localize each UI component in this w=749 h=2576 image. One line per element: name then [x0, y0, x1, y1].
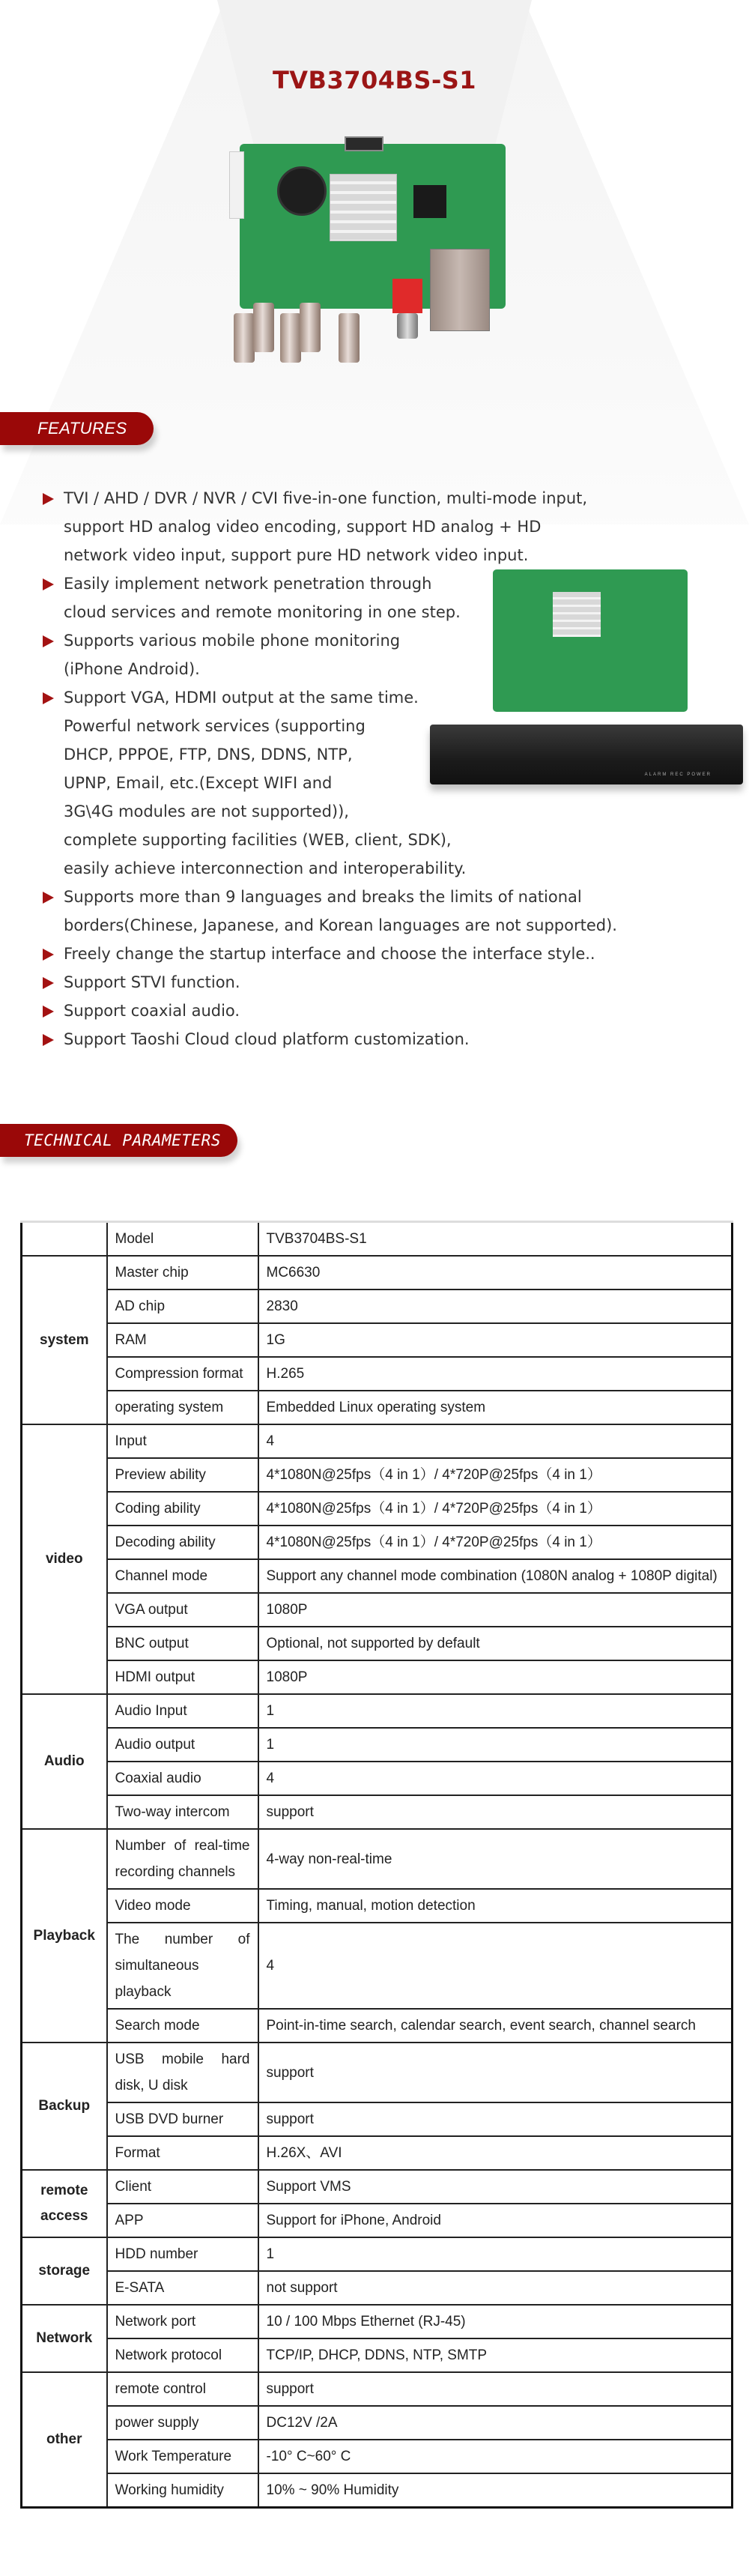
param-cell: Coding ability	[107, 1492, 258, 1526]
triangle-bullet-icon	[43, 692, 54, 704]
connector-block	[229, 151, 244, 219]
param-cell: HDMI output	[107, 1660, 258, 1694]
value-cell: 2830	[258, 1289, 733, 1323]
feature-text-line: Support Taoshi Cloud cloud platform customization.	[64, 1030, 470, 1048]
value-cell: TVB3704BS-S1	[258, 1222, 733, 1257]
pcb-body	[493, 569, 688, 712]
param-cell: RAM	[107, 1323, 258, 1357]
value-cell: 1	[258, 1728, 733, 1762]
param-cell: Network port	[107, 2305, 258, 2338]
table-row	[22, 2009, 733, 2043]
spec-table	[20, 1221, 733, 2509]
feature-item	[41, 968, 715, 997]
feature-text-line: Support coaxial audio.	[64, 1002, 240, 1020]
feature-item	[41, 940, 715, 968]
group-cell: other	[22, 2372, 107, 2508]
param-cell: Video mode	[107, 1889, 258, 1923]
table-row	[22, 1357, 733, 1391]
feature-text-line: borders(Chinese, Japanese, and Korean languages are not supported).	[64, 916, 617, 934]
table-row	[22, 1593, 733, 1627]
table-row	[22, 2338, 733, 2372]
param-cell: VGA output	[107, 1593, 258, 1627]
param-cell: E-SATA	[107, 2271, 258, 2305]
feature-text-line: network video input, support pure HD network video input.	[64, 546, 529, 564]
table-row	[22, 2440, 733, 2473]
feature-text-line: 3G\4G modules are not supported)),	[64, 802, 349, 820]
param-cell: AD chip	[107, 1289, 258, 1323]
param-cell: Working humidity	[107, 2473, 258, 2508]
feature-text-line: complete supporting facilities (WEB, client, SDK),	[64, 831, 452, 849]
param-cell: Decoding ability	[107, 1526, 258, 1559]
param-cell: BNC output	[107, 1627, 258, 1660]
feature-text-line: cloud services and remote monitoring in one step.	[64, 603, 461, 621]
param-cell: Two-way intercom	[107, 1795, 258, 1829]
table-row	[22, 2204, 733, 2237]
param-cell: Number of real-time recording channels	[107, 1829, 258, 1889]
group-cell	[22, 1222, 107, 1257]
page-title: TVB3704BS-S1	[272, 66, 477, 94]
bnc-connector	[339, 313, 360, 363]
param-cell: operating system	[107, 1391, 258, 1424]
feature-text-line: (iPhone Android).	[64, 660, 200, 678]
table-row	[22, 1492, 733, 1526]
param-cell: The number of simultaneous playback	[107, 1923, 258, 2009]
rca-jack	[397, 313, 418, 339]
param-cell: USB DVD burner	[107, 2102, 258, 2136]
table-row	[22, 1660, 733, 1694]
table-row	[22, 2271, 733, 2305]
coin-battery	[277, 166, 327, 216]
table-row	[22, 1391, 733, 1424]
feature-text-line: TVI / AHD / DVR / NVR / CVI five-in-one function, multi-mode input,	[64, 489, 588, 507]
feature-text-line: Easily implement network penetration through	[64, 575, 432, 593]
value-cell: not support	[258, 2271, 733, 2305]
table-row	[22, 1694, 733, 1728]
param-cell: Model	[107, 1222, 258, 1257]
param-cell: Network protocol	[107, 2338, 258, 2372]
value-cell: Embedded Linux operating system	[258, 1391, 733, 1424]
table-row	[22, 1889, 733, 1923]
value-cell: DC12V /2A	[258, 2406, 733, 2440]
group-cell: system	[22, 1256, 107, 1424]
feature-item	[41, 883, 715, 940]
value-cell: MC6630	[258, 1256, 733, 1289]
value-cell: H.265	[258, 1357, 733, 1391]
value-cell: 10% ~ 90% Humidity	[258, 2473, 733, 2508]
table-row	[22, 1424, 733, 1458]
bnc-connector	[300, 303, 321, 352]
group-cell: Playback	[22, 1829, 107, 2043]
feature-item	[41, 484, 715, 569]
param-cell: remote control	[107, 2372, 258, 2406]
table-row	[22, 1458, 733, 1492]
technical-parameters-heading: TECHNICAL PARAMETERS	[24, 1131, 221, 1149]
value-cell: H.26X、AVI	[258, 2136, 733, 2170]
table-row	[22, 1526, 733, 1559]
triangle-bullet-icon	[43, 892, 54, 904]
value-cell: Timing, manual, motion detection	[258, 1889, 733, 1923]
rj45-port	[430, 249, 490, 331]
value-cell: support	[258, 2102, 733, 2136]
feature-text-line: UPNP, Email, etc.(Except WIFI and	[64, 774, 333, 792]
group-cell: remote access	[22, 2170, 107, 2237]
heatsink	[330, 174, 397, 241]
value-cell: Support any channel mode combination (1080N analog + 1080P digital)	[258, 1559, 733, 1593]
triangle-bullet-icon	[43, 493, 54, 505]
param-cell: Audio output	[107, 1728, 258, 1762]
value-cell: 4	[258, 1762, 733, 1795]
table-row	[22, 1923, 733, 2009]
bnc-connector	[234, 313, 255, 363]
feature-item	[41, 1025, 715, 1053]
triangle-bullet-icon	[43, 1006, 54, 1018]
param-cell: Compression format	[107, 1357, 258, 1391]
table-row	[22, 1728, 733, 1762]
table-row	[22, 2043, 733, 2102]
features-heading: FEATURES	[37, 419, 127, 438]
table-row	[22, 1795, 733, 1829]
value-cell: support	[258, 2043, 733, 2102]
table-row	[22, 1829, 733, 1889]
table-row-model	[22, 1222, 733, 1257]
table-row	[22, 2237, 733, 2271]
param-cell: Master chip	[107, 1256, 258, 1289]
feature-text-line: Support VGA, HDMI output at the same time.	[64, 689, 419, 707]
dvr-product-image	[418, 563, 748, 788]
value-cell: 4*1080N@25fps（4 in 1）/ 4*720P@25fps（4 in 1）	[258, 1526, 733, 1559]
param-cell: Coaxial audio	[107, 1762, 258, 1795]
value-cell: -10° C~60° C	[258, 2440, 733, 2473]
param-cell: APP	[107, 2204, 258, 2237]
feature-text-line: Supports more than 9 languages and breaks the limits of national	[64, 888, 582, 906]
feature-text-line: easily achieve interconnection and interoperability.	[64, 859, 467, 877]
param-cell: USB mobile hard disk, U disk	[107, 2043, 258, 2102]
heatsink	[553, 592, 601, 637]
chip	[413, 185, 446, 218]
param-cell: Format	[107, 2136, 258, 2170]
pcb-board-image	[219, 136, 518, 366]
feature-text-line: Supports various mobile phone monitoring	[64, 632, 401, 650]
value-cell: support	[258, 2372, 733, 2406]
param-cell: Client	[107, 2170, 258, 2204]
case-led-labels: ALARM REC POWER	[644, 773, 712, 777]
feature-text-line: Support STVI function.	[64, 973, 240, 991]
group-cell: Network	[22, 2305, 107, 2372]
value-cell: Support for iPhone, Android	[258, 2204, 733, 2237]
table-row	[22, 2305, 733, 2338]
table-row	[22, 2170, 733, 2204]
feature-text-line: Freely change the startup interface and choose the interface style..	[64, 945, 595, 963]
param-cell: power supply	[107, 2406, 258, 2440]
value-cell: 1	[258, 2237, 733, 2271]
table-row	[22, 1323, 733, 1357]
value-cell: 4*1080N@25fps（4 in 1）/ 4*720P@25fps（4 in 1）	[258, 1492, 733, 1526]
features-banner	[0, 412, 154, 445]
param-cell: Search mode	[107, 2009, 258, 2043]
value-cell: Support VMS	[258, 2170, 733, 2204]
hdmi-port	[345, 136, 383, 151]
table-row	[22, 2136, 733, 2170]
technical-parameters-banner	[0, 1124, 237, 1157]
value-cell: 1080P	[258, 1660, 733, 1694]
triangle-bullet-icon	[43, 578, 54, 590]
table-row	[22, 2473, 733, 2508]
table-row	[22, 1627, 733, 1660]
value-cell: 4	[258, 1923, 733, 2009]
triangle-bullet-icon	[43, 949, 54, 961]
dvr-case	[430, 725, 743, 784]
value-cell: 4	[258, 1424, 733, 1458]
table-row	[22, 2372, 733, 2406]
feature-text-line: DHCP, PPPOE, FTP, DNS, DDNS, NTP,	[64, 746, 353, 764]
group-cell: storage	[22, 2237, 107, 2305]
table-row	[22, 1762, 733, 1795]
value-cell: 1	[258, 1694, 733, 1728]
param-cell: Channel mode	[107, 1559, 258, 1593]
table-row	[22, 1256, 733, 1289]
feature-item	[41, 997, 715, 1025]
group-cell: video	[22, 1424, 107, 1694]
table-row	[22, 2406, 733, 2440]
table-row	[22, 1289, 733, 1323]
value-cell: Point-in-time search, calendar search, event search, channel search	[258, 2009, 733, 2043]
feature-text-line: Powerful network services (supporting	[64, 717, 366, 735]
param-cell: Preview ability	[107, 1458, 258, 1492]
bnc-connector	[280, 313, 301, 363]
value-cell: 10 / 100 Mbps Ethernet (RJ-45)	[258, 2305, 733, 2338]
value-cell: 4-way non-real-time	[258, 1829, 733, 1889]
rca-audio-port	[392, 279, 422, 313]
param-cell: Audio Input	[107, 1694, 258, 1728]
triangle-bullet-icon	[43, 635, 54, 647]
value-cell: 4*1080N@25fps（4 in 1）/ 4*720P@25fps（4 in 1）	[258, 1458, 733, 1492]
value-cell: Optional, not supported by default	[258, 1627, 733, 1660]
triangle-bullet-icon	[43, 977, 54, 989]
bnc-connector	[253, 303, 274, 352]
triangle-bullet-icon	[43, 1034, 54, 1046]
value-cell: TCP/IP, DHCP, DDNS, NTP, SMTP	[258, 2338, 733, 2372]
value-cell: support	[258, 1795, 733, 1829]
table-row	[22, 1559, 733, 1593]
param-cell: Work Temperature	[107, 2440, 258, 2473]
table-row	[22, 2102, 733, 2136]
param-cell: HDD number	[107, 2237, 258, 2271]
value-cell: 1080P	[258, 1593, 733, 1627]
param-cell: Input	[107, 1424, 258, 1458]
group-cell: Backup	[22, 2043, 107, 2170]
feature-text-line: support HD analog video encoding, support HD analog + HD	[64, 518, 542, 536]
group-cell: Audio	[22, 1694, 107, 1829]
value-cell: 1G	[258, 1323, 733, 1357]
